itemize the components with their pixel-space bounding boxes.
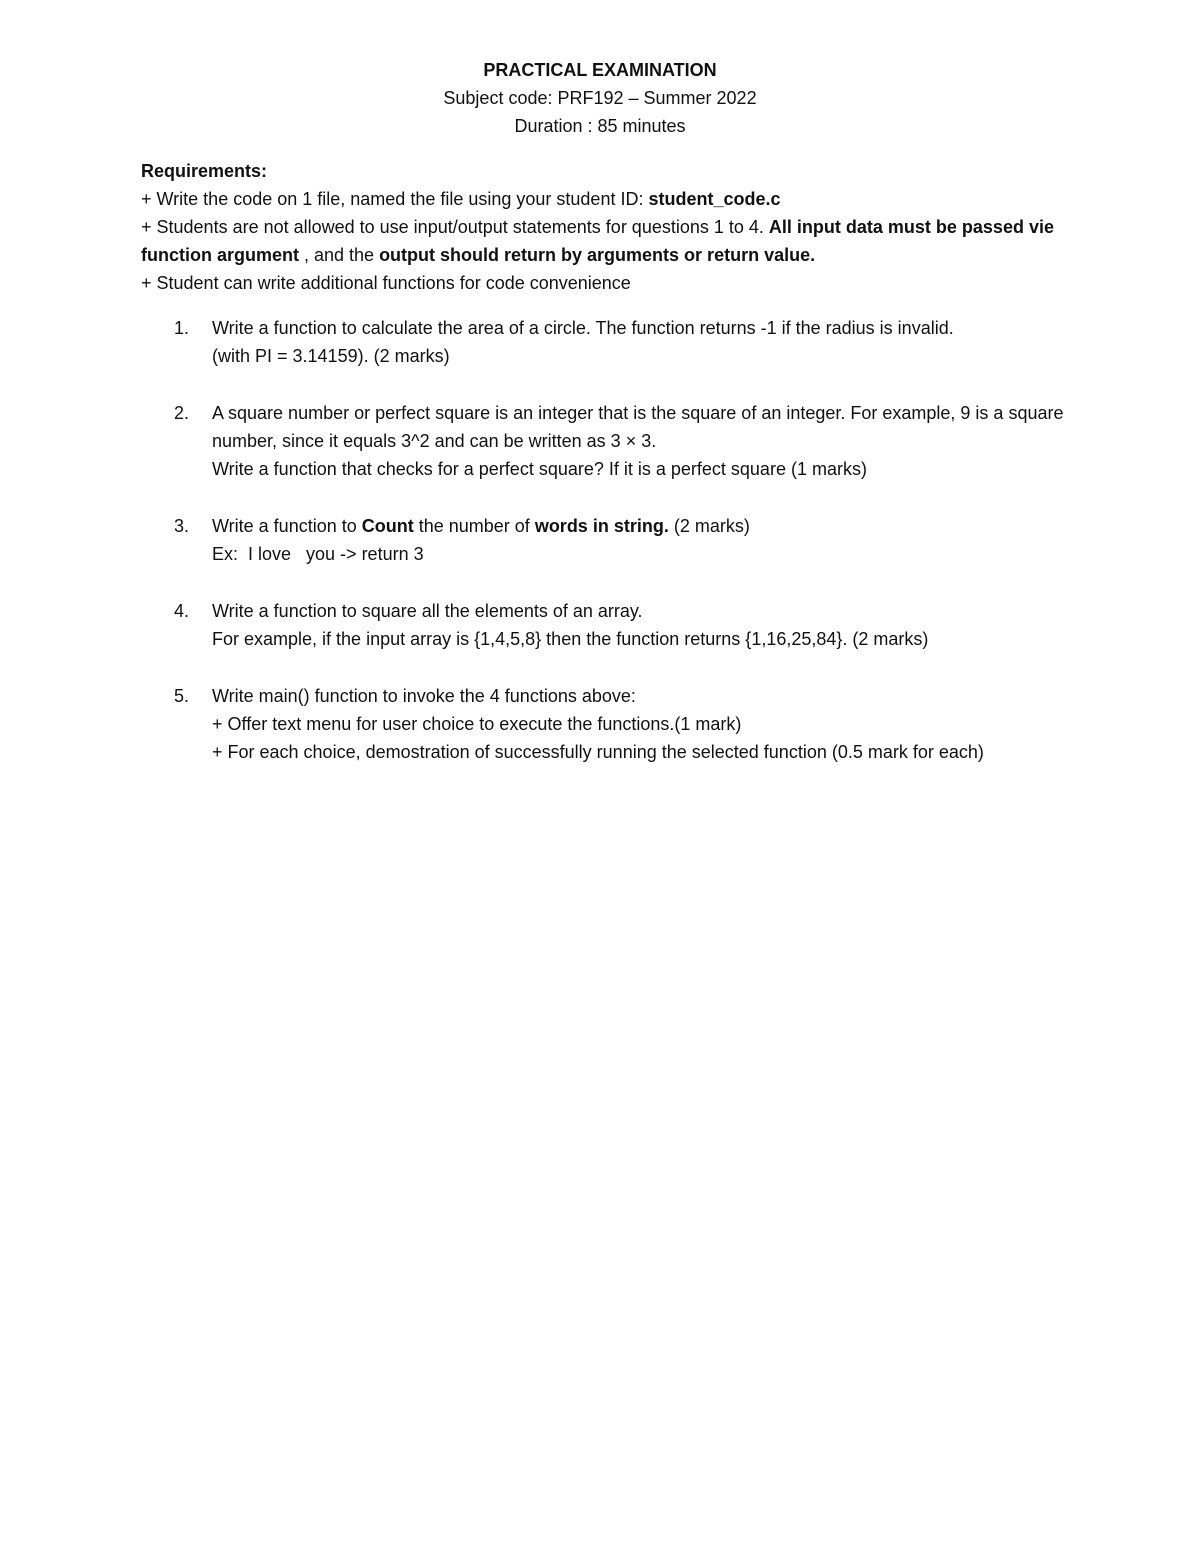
question-1-line-1: Write a function to calculate the area of a circle. The function returns -1 if the radius is invalid. [212, 318, 954, 338]
question-3-text-1: Write a function to [212, 516, 362, 536]
requirement-line-1 [141, 185, 1071, 213]
question-5 [141, 682, 1071, 766]
exam-duration: Duration : 85 minutes [514, 116, 686, 136]
question-5-line-3: + For each choice, demostration of successfully running the selected function (0.5 mark for each) [212, 742, 984, 762]
question-3-bold-2: words in string. [534, 516, 669, 536]
question-3-bold-1: Count [361, 516, 414, 536]
question-3-text-3: (2 marks) [668, 516, 750, 536]
question-4 [141, 597, 1071, 653]
question-3-text-2: the number of [413, 516, 535, 536]
requirement-line-2-bold-2: output should return by arguments or return value. [379, 245, 816, 265]
question-1 [141, 314, 1071, 370]
requirement-line-2 [141, 213, 1071, 269]
subject-code: Subject code: PRF192 – Summer 2022 [443, 88, 757, 108]
requirement-line-2-text-2: , and the [299, 245, 380, 265]
question-2 [141, 399, 1071, 483]
requirement-line-2-text: + Students are not allowed to use input/output statements for questions 1 to 4. [141, 217, 769, 237]
question-3-example: Ex: I love you -> return 3 [212, 544, 424, 564]
requirement-line-1-text: + Write the code on 1 file, named the file using your student ID: [141, 189, 649, 209]
question-2-line-1: A square number or perfect square is an integer that is the square of an integer. For example, 9 is a square number, since it equals 3^2 and can be written as 3 × 3. [212, 403, 1064, 451]
question-number: 5. [174, 686, 190, 706]
question-number: 3. [174, 516, 190, 536]
question-4-line-2: For example, if the input array is {1,4,5,8} then the function returns {1,16,25,84}. (2 marks) [212, 629, 929, 649]
question-2-line-2: Write a function that checks for a perfect square? If it is a perfect square (1 marks) [212, 459, 867, 479]
question-list [141, 314, 1071, 795]
requirement-line-2-bold-1: All input data must be passed vie function argument [141, 217, 1054, 265]
question-3-line-1 [212, 512, 1071, 540]
requirement-line-3: + Student can write additional functions for code convenience [141, 273, 631, 293]
question-1-line-2: (with PI = 3.14159). (2 marks) [212, 346, 450, 366]
question-3 [141, 512, 1071, 568]
exam-title: PRACTICAL EXAMINATION [483, 60, 717, 80]
student-code-filename: student_code.c [648, 189, 781, 209]
question-5-line-2: + Offer text menu for user choice to execute the functions.(1 mark) [212, 714, 742, 734]
question-number: 4. [174, 601, 190, 621]
requirements-label: Requirements: [141, 161, 268, 181]
question-number: 2. [174, 403, 190, 423]
exam-header [0, 56, 1200, 140]
requirements-block [141, 157, 1071, 297]
question-5-line-1: Write main() function to invoke the 4 functions above: [212, 686, 636, 706]
question-number: 1. [174, 318, 190, 338]
question-4-line-1: Write a function to square all the elements of an array. [212, 601, 643, 621]
